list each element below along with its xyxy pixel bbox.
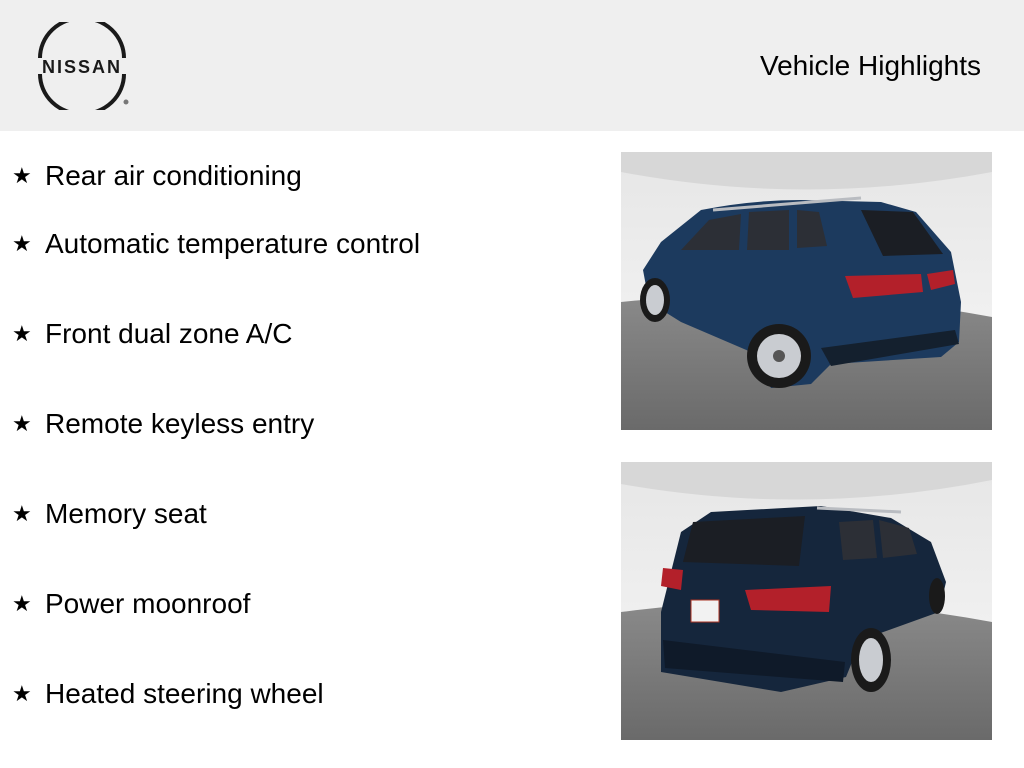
- feature-label: Front dual zone A/C: [45, 318, 293, 349]
- list-item: [12, 153, 592, 199]
- list-item: [12, 469, 592, 559]
- list-item: [12, 379, 592, 469]
- star-icon: ★: [12, 681, 32, 706]
- star-icon: ★: [12, 501, 32, 526]
- feature-list: [12, 153, 592, 739]
- feature-label: Automatic temperature control: [45, 228, 421, 259]
- star-icon: ★: [12, 411, 32, 436]
- vehicle-photo-rear-left: [621, 152, 992, 430]
- feature-label: Remote keyless entry: [45, 408, 315, 439]
- feature-label: Rear air conditioning: [45, 160, 302, 191]
- star-icon: ★: [12, 163, 32, 188]
- page-title: Vehicle Highlights: [759, 50, 981, 81]
- feature-label: Heated steering wheel: [45, 678, 324, 709]
- star-icon: ★: [12, 591, 32, 616]
- star-icon: ★: [12, 321, 32, 346]
- feature-label: Power moonroof: [45, 588, 251, 619]
- logo-text: NISSAN: [41, 57, 123, 77]
- list-item: [12, 289, 592, 379]
- list-item: [12, 649, 592, 739]
- list-item: [12, 199, 592, 289]
- list-item: [12, 559, 592, 649]
- page-header: [0, 0, 1024, 131]
- feature-label: Memory seat: [45, 498, 207, 529]
- vehicle-photo-rear-right: [621, 462, 992, 740]
- nissan-logo-icon: [28, 22, 136, 110]
- star-icon: ★: [12, 231, 32, 256]
